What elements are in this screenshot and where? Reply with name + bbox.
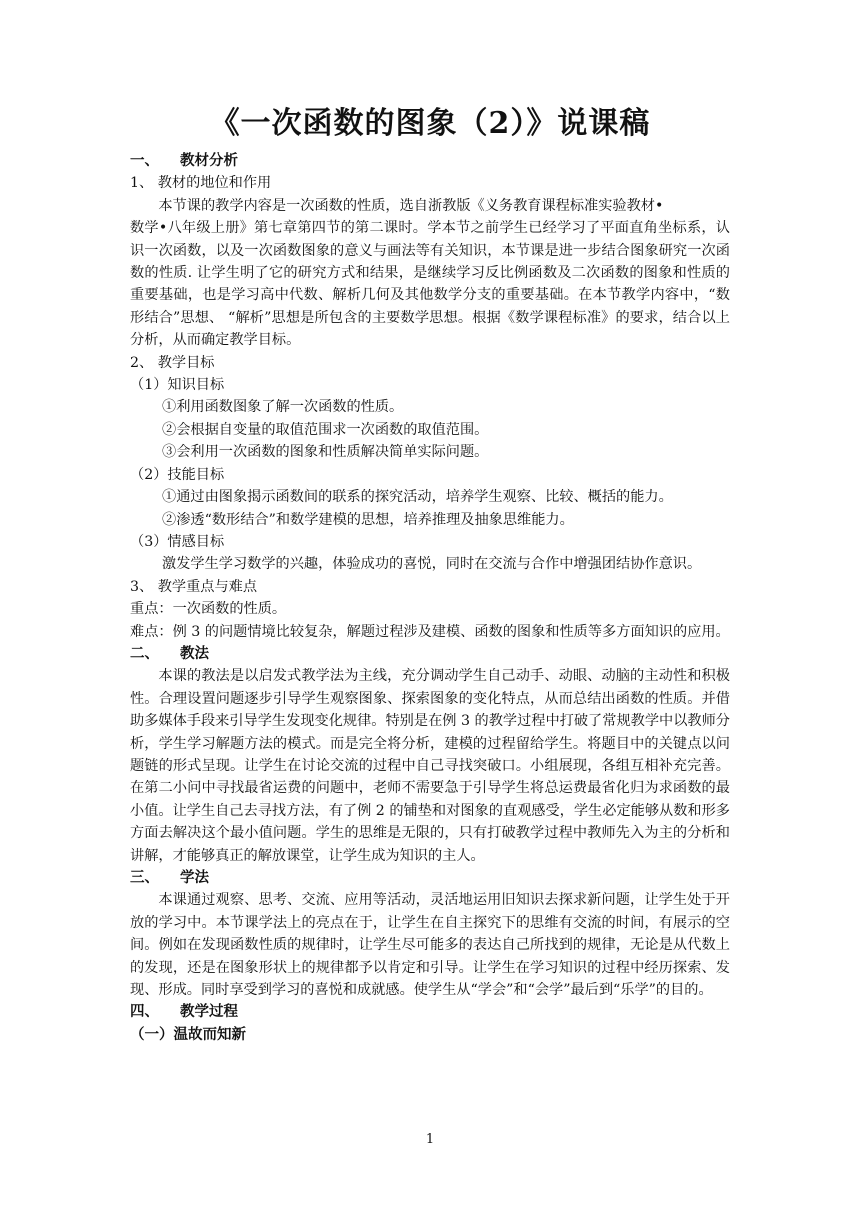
goal-title: （1）知识目标 [130,377,225,394]
list-item: 激发学生学习数学的兴趣，体验成功的喜悦，同时在交流与合作中增强团结协作意识。 [162,556,702,573]
subsection-title: （一）温故而知新 [130,1025,246,1043]
section-number: 一、 [130,152,159,169]
section-heading [130,643,730,665]
subsection-title: 2、 教学目标 [130,354,215,371]
difficulty-point: 难点：例 3 的问题情境比较复杂，解题过程涉及建模、函数的图象和性质等多方面知识的应用。 [130,623,730,640]
key-point: 重点：一次函数的性质。 [130,601,287,618]
section-number: 二、 [130,644,159,662]
section-number: 三、 [130,869,159,886]
paragraph: 本节课的教学内容是一次函数的性质，选自浙教版《义务教育课程标准实验教材• [158,197,664,214]
section-heading [130,150,730,172]
section-title: 教法 [180,644,209,662]
document-title: 《一次函数的图象（2）》说课稿 [209,106,651,141]
section-heading [130,867,730,889]
section-title: 教材分析 [180,152,238,169]
paragraph: 本课的教法是以启发式教学法为主线，充分调动学生自己动手、动眼、动脑的主动性和积极性。合理设置问题逐步引导学生观察图象、探索图象的变化特点，从而总结出函数的性质。并借助多媒体手段来引导学生发现变化规律。特别是在例 3 的教学过程中打破了常规教学中以教师分析，学生学习解题方法的模式。而是完全将分析，建模的过程留给学生。将题目中的关键点以问题链的形式呈现。让学生在讨论交流的过程中自己寻找突破口。小组展现，各组互相补充完善。在第二小问中寻找最省运费的问题中，老师不需要急于引导学生将总运费最省化归为求函数的最小值。让学生自己去寻找方法，有了例 2 的铺垫和对图象的直观感受，学生必定能够从数和形多方面去解决这个最小值问题。学生的思维是无限的，只有打破教学过程中教师先入为主的分析和讲解，才能够真正的解放课堂，让学生成为知识的主人。 [130,668,730,864]
page-number: 1 [425,1132,435,1147]
subsection-title: 3、 教学重点与难点 [130,578,258,595]
paragraph: 本课通过观察、思考、交流、应用等活动，灵活地运用旧知识去探求新问题，让学生处于开放的学习中。本节课学法上的亮点在于，让学生在自主探究下的思维有交流的时间，有展示的空间。例如在发现函数性质的规律时，让学生尽可能多的表达自己所找到的规律，无论是从代数上的发现，还是在图象形状上的规律都予以肯定和引导。让学生在学习知识的过程中经历探索、发现、形成。同时享受到学习的喜悦和成就感。使学生从“学会”和“会学”最后到“乐学”的目的。 [130,892,730,999]
section-number: 四、 [130,1003,159,1021]
goal-title: （2）技能目标 [130,466,225,483]
section-title: 学法 [180,869,209,886]
list-item: ③会利用一次函数的图象和性质解决简单实际问题。 [162,444,489,461]
subsection-title: 1、 教材的地位和作用 [130,175,272,192]
list-item: ②会根据自变量的取值范围求一次函数的取值范围。 [162,421,489,438]
paragraph: 数学•八年级上册》第七章第四节的第二课时。学本节之前学生已经学习了平面直角坐标系，认识一次函数，以及一次函数图象的意义与画法等有关知识，本节课是进一步结合图象研究一次函数的性质. 让学生明了它的研究方式和结果，是继续学习反比例函数及二次函数的图象和性质的重要基础，也是学习高中代数、解析几何及其他数学分支的重要基础。在本节教学内容中，“数形结合”思想、 “解析”思想是所包含的主要数学思想。根据《数学课程标准》的要求，结合以上分析，从而确定教学目标。 [130,220,730,349]
list-item: ②渗透“数形结合”和数学建模的思想，培养推理及抽象思维能力。 [162,511,574,528]
section-heading [130,1001,730,1023]
goal-title: （3）情感目标 [130,533,225,550]
list-item: ①利用函数图象了解一次函数的性质。 [162,399,404,416]
list-item: ①通过由图象揭示函数间的联系的探究活动，培养学生观察、比较、概括的能力。 [162,489,673,506]
section-title: 教学过程 [180,1003,238,1021]
document-body [130,150,730,1046]
